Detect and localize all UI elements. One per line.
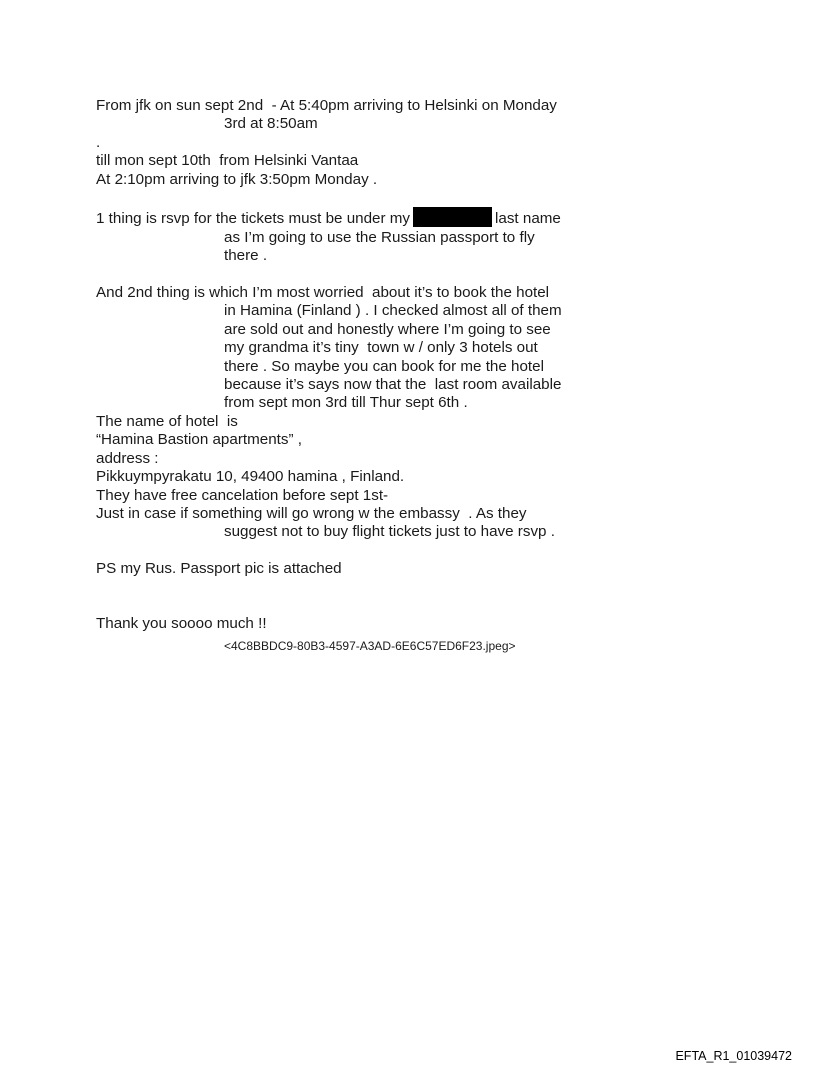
body-line — [96, 207, 656, 228]
body-line: address : — [96, 449, 159, 467]
body-line: there . So maybe you can book for me the hotel — [224, 357, 544, 375]
paragraph-gap — [96, 542, 656, 560]
body-text: last name — [495, 210, 561, 228]
body-line: Pikkuympyrakatu 10, 49400 hamina , Finland. — [96, 468, 405, 486]
paragraph-gap — [96, 189, 656, 207]
redaction-box — [413, 207, 492, 227]
body-line: PS my Rus. Passport pic is attached — [96, 560, 342, 578]
sign-off: Thank you soooo much !! — [96, 615, 267, 633]
body-line: . — [96, 133, 101, 151]
body-line: 3rd at 8:50am — [224, 115, 318, 133]
body-line: And 2nd thing is which I’m most worried about it’s to book the hotel — [96, 284, 550, 302]
body-line: are sold out and honestly where I’m going to see — [224, 320, 551, 338]
attachment-filename[interactable]: <4C8BBDC9-80B3-4597-A3AD-6E6C57ED6F23.jpeg> — [224, 638, 516, 653]
paragraph-gap — [96, 266, 656, 284]
body-line: They have free cancelation before sept 1st- — [96, 486, 389, 504]
body-line: in Hamina (Finland ) . I checked almost all of them — [224, 302, 562, 320]
paragraph-gap — [96, 579, 656, 616]
body-line: till mon sept 10th from Helsinki Vantaa — [96, 152, 359, 170]
document-id: EFTA_R1_01039472 — [675, 1049, 792, 1063]
body-line: From jfk on sun sept 2nd - At 5:40pm arriving to Helsinki on Monday — [96, 97, 557, 114]
body-line: my grandma it’s tiny town w / only 3 hotels out — [224, 339, 538, 357]
body-line: At 2:10pm arriving to jfk 3:50pm Monday . — [96, 170, 378, 188]
body-line: from sept mon 3rd till Thur sept 6th . — [224, 394, 468, 412]
body-line: there . — [224, 247, 268, 265]
body-text: 1 thing is rsvp for the tickets must be under my — [96, 210, 411, 228]
body-line: Just in case if something will go wrong w the embassy . As they — [96, 504, 527, 522]
body-line: suggest not to buy flight tickets just to have rsvp . — [224, 523, 555, 541]
body-line: as I’m going to use the Russian passport to fly — [224, 228, 535, 246]
email-body — [96, 97, 656, 654]
body-line: because it’s says now that the last room available — [224, 376, 562, 394]
body-line: The name of hotel is — [96, 412, 238, 430]
body-line: “Hamina Bastion apartments” , — [96, 431, 302, 449]
